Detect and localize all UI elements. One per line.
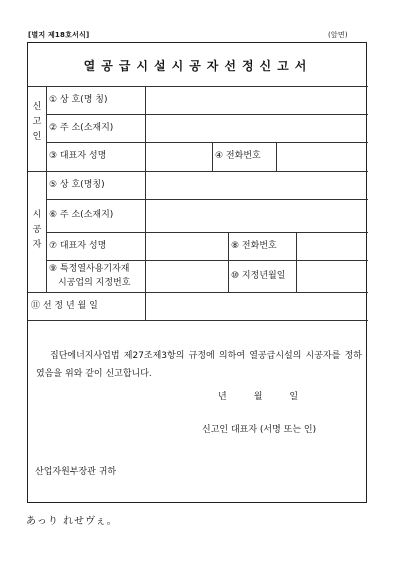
- divider: [46, 232, 368, 233]
- date-line: 년 월 일: [218, 392, 299, 402]
- divider: [296, 232, 297, 292]
- reporter-representative-label: ③ 대표자 성명: [49, 151, 107, 161]
- contractor-representative-label: ⑦ 대표자 성명: [49, 241, 107, 251]
- divider: [276, 142, 277, 171]
- divider: [28, 86, 368, 87]
- divider: [46, 114, 368, 115]
- report-form: [27, 42, 367, 503]
- contractor-phone-label: ⑧ 전화번호: [231, 241, 277, 251]
- divider: [46, 142, 368, 143]
- divider: [212, 142, 213, 171]
- addressee: 산업자원부장관 귀하: [35, 467, 117, 477]
- reporter-name-label: ① 상 호(명 칭): [49, 95, 108, 105]
- designation-number-label: ⑨ 특정열사용기자재: [49, 264, 130, 274]
- divider: [28, 320, 368, 321]
- reporter-phone-label: ④ 전화번호: [215, 151, 261, 161]
- reporter-section-label: 신 고 인: [32, 102, 42, 142]
- contractor-address-label: ⑥ 주 소(소재지): [49, 210, 114, 220]
- divider: [46, 260, 368, 261]
- contractor-name-label: ⑤ 상 호(명칭): [49, 180, 105, 190]
- divider: [46, 86, 47, 292]
- declaration-text: 집단에너지사업법 제27조제3항의 규정에 의하여 열공급시설의 시공자를 정하였음을 위와 같이 신고합니다.: [36, 351, 362, 379]
- page-side-label: (앞면): [328, 31, 348, 39]
- designation-number-label-2: 시공업의 지정번호: [58, 278, 131, 288]
- form-number: [별지 제18호서식]: [28, 31, 90, 39]
- divider: [28, 292, 368, 293]
- reporter-address-label: ② 주 소(소재지): [49, 123, 114, 133]
- form-title: 열공급시설시공자선정신고서: [83, 59, 313, 73]
- divider: [28, 171, 368, 172]
- selection-date-label: ⑪ 선 정 년 월 일: [31, 301, 98, 311]
- contractor-section-label: 시 공 자: [32, 210, 42, 250]
- designation-date-label: ⑩ 지정년월일: [231, 271, 286, 281]
- divider: [228, 232, 229, 292]
- divider: [145, 86, 146, 320]
- signer-line: 신고인 대표자 (서명 또는 인): [202, 425, 317, 435]
- divider: [46, 199, 368, 200]
- handwritten-note: あっり れせヴぇ。: [26, 516, 118, 527]
